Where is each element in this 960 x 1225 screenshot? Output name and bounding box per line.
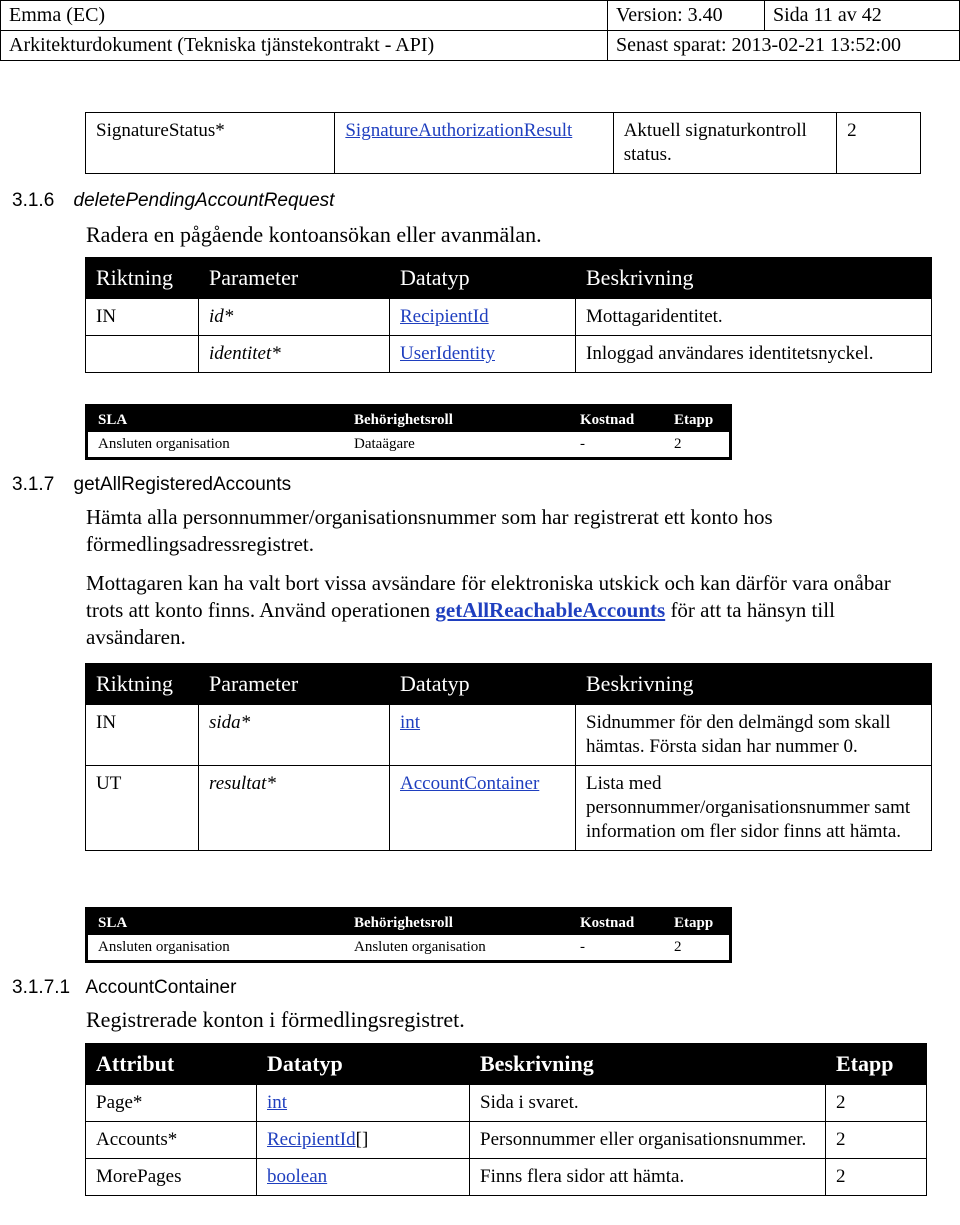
type-cell: [257, 1159, 470, 1196]
description-cell: Lista med personnummer/organisationsnummer samt information om fler sidor finns att hämta.: [576, 766, 932, 851]
col-role: Behörighetsroll: [344, 406, 570, 433]
sla-cell: Ansluten organisation: [98, 436, 230, 452]
direction-cell: [86, 336, 199, 373]
paragraph-text: för att ta hänsyn till avsändaren.: [86, 598, 835, 649]
description-cell: Finns flera sidor att hämta.: [470, 1159, 826, 1196]
parameter-table-316: [85, 257, 932, 373]
header-page: Sida 11 av 42: [765, 1, 960, 31]
type-link[interactable]: AccountContainer: [400, 773, 540, 794]
col-attribute: Attribut: [86, 1044, 257, 1085]
col-description: Beskrivning: [576, 664, 932, 705]
table-row: [86, 1122, 927, 1159]
section-number: 3.1.6: [12, 190, 55, 211]
section-heading-317: [12, 474, 291, 496]
col-description: Beskrivning: [576, 258, 932, 299]
type-link[interactable]: RecipientId: [267, 1129, 356, 1150]
stage-cell: 2: [826, 1159, 927, 1196]
type-link[interactable]: UserIdentity: [400, 343, 495, 364]
col-stage: Etapp: [664, 909, 731, 936]
parameter-cell: identitet*: [199, 336, 390, 373]
section-title: deletePendingAccountRequest: [73, 190, 335, 211]
stage-cell: 2: [837, 113, 921, 174]
col-parameter: Parameter: [199, 258, 390, 299]
description-cell: Sidnummer för den delmängd som skall hämtas. Första sidan har nummer 0.: [576, 705, 932, 766]
table-row: [86, 336, 932, 373]
page-header: [0, 0, 960, 61]
description-cell: Mottagaridentitet.: [576, 299, 932, 336]
header-version: Version: 3.40: [608, 1, 765, 31]
section-intro: Radera en pågående kontoansökan eller avanmälan.: [86, 222, 542, 247]
col-direction: Riktning: [86, 258, 199, 299]
type-link[interactable]: boolean: [267, 1166, 328, 1187]
table-row: [86, 766, 932, 851]
table-row: [86, 705, 932, 766]
stage-cell: 2: [826, 1122, 927, 1159]
col-description: Beskrivning: [470, 1044, 826, 1085]
parameter-cell: id*: [199, 299, 390, 336]
col-type: Datatyp: [390, 664, 576, 705]
type-link[interactable]: RecipientId: [400, 306, 489, 327]
col-type: Datatyp: [390, 258, 576, 299]
col-sla: SLA: [87, 909, 345, 936]
attribute-cell: Page*: [86, 1085, 257, 1122]
description-cell: Sida i svaret.: [470, 1085, 826, 1122]
description-cell: Personnummer eller organisationsnummer.: [470, 1122, 826, 1159]
section-paragraph-2: [86, 570, 926, 651]
sla-cell: Ansluten organisation: [98, 939, 230, 955]
section-title: getAllRegisteredAccounts: [73, 474, 292, 495]
type-cell: [335, 113, 613, 174]
operation-link[interactable]: getAllReachableAccounts: [435, 598, 666, 622]
table-row: [86, 1159, 927, 1196]
parameter-table-317: [85, 663, 932, 851]
header-saved: Senast sparat: 2013-02-21 13:52:00: [608, 31, 960, 61]
direction-cell: IN: [86, 705, 199, 766]
attribute-cell: MorePages: [86, 1159, 257, 1196]
type-link[interactable]: int: [267, 1092, 288, 1113]
type-cell: [390, 336, 576, 373]
table-row: [86, 113, 921, 174]
description-cell: Aktuell signaturkontroll status.: [613, 113, 836, 174]
table-row: [86, 299, 932, 336]
signature-table: [85, 112, 921, 174]
table-row: [86, 1085, 927, 1122]
parameter-cell: resultat*: [199, 766, 390, 851]
cost-cell: -: [580, 939, 585, 955]
stage-cell: 2: [826, 1085, 927, 1122]
stage-cell: 2: [674, 436, 682, 452]
type-link[interactable]: int: [400, 712, 421, 733]
attribute-cell: SignatureStatus*: [86, 113, 335, 174]
attribute-cell: Accounts*: [86, 1122, 257, 1159]
table-row: [87, 432, 731, 459]
col-stage: Etapp: [826, 1044, 927, 1085]
cost-cell: -: [580, 436, 585, 452]
attribute-table-3171: [85, 1043, 927, 1196]
table-row: [87, 935, 731, 962]
paragraph-text: Mottagaren kan ha valt bort vissa avsändare för elektroniska utskick och kan därför vara onåbar trots att konto finns. Använd operationen: [86, 571, 891, 622]
col-cost: Kostnad: [570, 909, 664, 936]
col-cost: Kostnad: [570, 406, 664, 433]
section-number: 3.1.7: [12, 474, 55, 495]
section-paragraph-1: Hämta alla personnummer/organisationsnummer som har registrerat ett konto hos förmedlingsadressregistret.: [86, 505, 773, 556]
section-number: 3.1.7.1: [12, 977, 71, 998]
col-direction: Riktning: [86, 664, 199, 705]
col-sla: SLA: [87, 406, 345, 433]
sla-table-316: [85, 404, 732, 460]
type-link[interactable]: SignatureAuthorizationResult: [345, 120, 573, 141]
direction-cell: UT: [86, 766, 199, 851]
col-stage: Etapp: [664, 406, 731, 433]
parameter-cell: sida*: [199, 705, 390, 766]
type-cell: [257, 1122, 470, 1159]
section-heading-3171: [12, 977, 236, 999]
description-cell: Inloggad användares identitetsnyckel.: [576, 336, 932, 373]
stage-cell: 2: [674, 939, 682, 955]
sla-table-317: [85, 907, 732, 963]
type-cell: [390, 766, 576, 851]
col-role: Behörighetsroll: [344, 909, 570, 936]
direction-cell: IN: [86, 299, 199, 336]
col-type: Datatyp: [257, 1044, 470, 1085]
header-doc-title: Arkitekturdokument (Tekniska tjänstekontrakt - API): [1, 31, 608, 61]
section-heading-316: [12, 190, 334, 212]
section-intro: Registrerade konton i förmedlingsregistret.: [86, 1007, 465, 1032]
type-cell: [257, 1085, 470, 1122]
role-cell: Dataägare: [354, 436, 415, 452]
header-author: Emma (EC): [1, 1, 608, 31]
type-suffix: []: [355, 1129, 369, 1150]
role-cell: Ansluten organisation: [354, 939, 486, 955]
type-cell: [390, 299, 576, 336]
type-cell: [390, 705, 576, 766]
col-parameter: Parameter: [199, 664, 390, 705]
section-title: AccountContainer: [85, 977, 237, 998]
